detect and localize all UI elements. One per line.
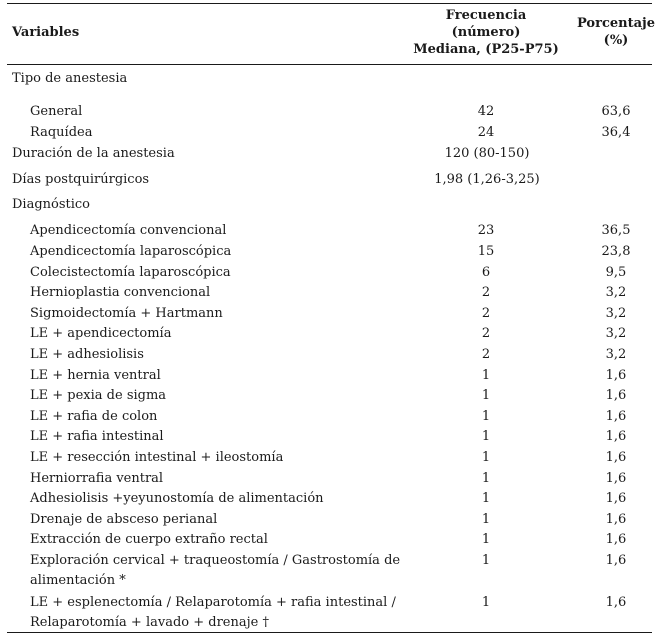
row-porcentaje: 1,6 [605, 471, 627, 486]
row-frecuencia: 1 [481, 553, 491, 568]
row-porcentaje: 3,2 [605, 285, 627, 300]
table-row [0, 264, 659, 282]
header-porcentaje-line2: (%) [603, 33, 629, 48]
row-label: LE + apendicectomía [30, 326, 172, 341]
header-frecuencia-line1: Frecuencia [445, 8, 527, 23]
row-frecuencia: 2 [481, 306, 491, 321]
row-frecuencia: 1 [481, 368, 491, 383]
row-frecuencia: 1 [481, 595, 491, 610]
row-label: Apendicectomía convencional [30, 223, 227, 238]
header-porcentaje-line1: Porcentaje [577, 16, 655, 31]
header-frecuencia [412, 7, 560, 58]
header-variables: Variables [12, 25, 80, 40]
row-label: LE + pexia de sigma [30, 388, 167, 403]
table-row [0, 408, 659, 426]
row-frecuencia: 1 [481, 429, 491, 444]
header-frecuencia-line2: (número) [451, 25, 521, 40]
row-label: Hernioplastia convencional [30, 285, 211, 300]
row-label: LE + rafia de colon [30, 409, 158, 424]
table-row [0, 171, 659, 189]
row-label: Duración de la anestesia [12, 146, 175, 161]
row-frecuencia: 1,98 (1,26-3,25) [434, 172, 540, 187]
row-label: LE + hernia ventral [30, 368, 161, 383]
table-row [0, 614, 659, 632]
row-porcentaje: 36,5 [601, 223, 631, 238]
row-frecuencia: 1 [481, 471, 491, 486]
row-label: Colecistectomía laparoscópica [30, 265, 231, 280]
row-frecuencia: 120 (80-150) [444, 146, 530, 161]
row-porcentaje: 9,5 [605, 265, 627, 280]
row-frecuencia: 1 [481, 491, 491, 506]
table-row [0, 70, 659, 88]
table-header-rule [7, 64, 652, 65]
row-label: Apendicectomía laparoscópica [30, 244, 232, 259]
table-row [0, 552, 659, 570]
row-porcentaje: 1,6 [605, 532, 627, 547]
table-row [0, 346, 659, 364]
row-porcentaje: 1,6 [605, 450, 627, 465]
row-label: Tipo de anestesia [12, 71, 128, 86]
table-row [0, 305, 659, 323]
row-frecuencia: 1 [481, 532, 491, 547]
table-row [0, 222, 659, 240]
row-porcentaje: 1,6 [605, 429, 627, 444]
row-frecuencia: 1 [481, 409, 491, 424]
table-row [0, 124, 659, 142]
row-porcentaje: 1,6 [605, 553, 627, 568]
table-row [0, 103, 659, 121]
row-porcentaje: 3,2 [605, 347, 627, 362]
table-row [0, 325, 659, 343]
table-row [0, 572, 659, 590]
row-porcentaje: 63,6 [601, 104, 631, 119]
row-porcentaje: 1,6 [605, 388, 627, 403]
table-row [0, 145, 659, 163]
row-label: LE + rafia intestinal [30, 429, 164, 444]
table-row [0, 428, 659, 446]
row-label: Adhesiolisis +yeyunostomía de alimentación [30, 491, 324, 506]
row-label: alimentación * [30, 573, 126, 588]
table-row [0, 196, 659, 214]
row-porcentaje: 23,8 [601, 244, 631, 259]
row-frecuencia: 2 [481, 285, 491, 300]
row-frecuencia: 1 [481, 512, 491, 527]
row-frecuencia: 1 [481, 388, 491, 403]
table-row [0, 594, 659, 612]
row-label: Relaparotomía + lavado + drenaje † [30, 615, 269, 630]
row-label: Diagnóstico [12, 197, 91, 212]
table-row [0, 284, 659, 302]
row-frecuencia: 2 [481, 326, 491, 341]
row-label: LE + esplenectomía / Relaparotomía + rafia intestinal / [30, 595, 396, 610]
row-label: LE + resección intestinal + ileostomía [30, 450, 284, 465]
table-row [0, 531, 659, 549]
table-top-rule [7, 3, 652, 4]
row-porcentaje: 1,6 [605, 409, 627, 424]
row-frecuencia: 23 [477, 223, 495, 238]
row-label: LE + adhesiolisis [30, 347, 144, 362]
row-porcentaje: 3,2 [605, 326, 627, 341]
row-label: Herniorrafia ventral [30, 471, 164, 486]
row-porcentaje: 1,6 [605, 595, 627, 610]
table-row [0, 511, 659, 529]
row-label: General [30, 104, 83, 119]
row-label: Exploración cervical + traqueostomía / Gastrostomía de [30, 553, 401, 568]
row-porcentaje: 1,6 [605, 491, 627, 506]
header-porcentaje [572, 15, 659, 49]
row-label: Días postquirúrgicos [12, 172, 150, 187]
row-frecuencia: 1 [481, 450, 491, 465]
table-row [0, 449, 659, 467]
row-label: Extracción de cuerpo extraño rectal [30, 532, 268, 547]
table-row [0, 367, 659, 385]
row-label: Sigmoidectomía + Hartmann [30, 306, 223, 321]
row-frecuencia: 24 [477, 125, 495, 140]
row-label: Drenaje de absceso perianal [30, 512, 218, 527]
table-row [0, 243, 659, 261]
row-label: Raquídea [30, 125, 93, 140]
table-row [0, 490, 659, 508]
row-frecuencia: 42 [477, 104, 495, 119]
row-porcentaje: 3,2 [605, 306, 627, 321]
table-row [0, 387, 659, 405]
row-frecuencia: 6 [481, 265, 491, 280]
header-frecuencia-line3: Mediana, (P25-P75) [413, 42, 559, 57]
row-frecuencia: 2 [481, 347, 491, 362]
row-porcentaje: 1,6 [605, 512, 627, 527]
row-porcentaje: 36,4 [601, 125, 631, 140]
table-row [0, 470, 659, 488]
row-frecuencia: 15 [477, 244, 495, 259]
row-porcentaje: 1,6 [605, 368, 627, 383]
